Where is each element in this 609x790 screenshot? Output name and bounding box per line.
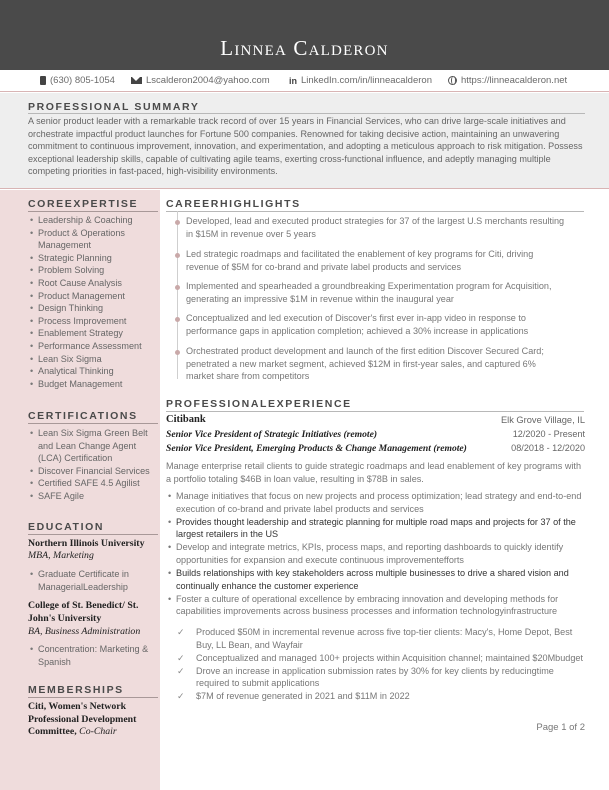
check-icon: ✓ bbox=[177, 652, 185, 663]
list-item: • SAFE Agile bbox=[30, 490, 158, 503]
email-text[interactable]: Lscalderon2004@yahoo.com bbox=[146, 75, 270, 86]
membership-org: Citi, Women's Network Professional Development Committee, bbox=[28, 701, 137, 738]
certifications-list bbox=[30, 427, 158, 503]
experience-title: PROFESSIONALEXPERIENCE bbox=[166, 398, 352, 410]
summary-title: PROFESSIONAL SUMMARY bbox=[28, 101, 200, 113]
role-dates: 12/2020 - Present bbox=[512, 429, 585, 439]
phone-icon bbox=[40, 76, 46, 85]
list-item: • Design Thinking bbox=[30, 302, 158, 315]
list-item bbox=[177, 665, 585, 690]
highlight-item: Led strategic roadmaps and facilitated the enablement of key programs for Citi, driving revenue of $5M for co-brand and private label products and services bbox=[186, 249, 534, 272]
list-item: • Analytical Thinking bbox=[30, 365, 158, 378]
list-item: • Lean Six Sigma bbox=[30, 353, 158, 366]
list-item: • Develop and integrate metrics, KPIs, process maps, and reporting dashboards to quickly identify opportunities for expansion and execute continuous improvementefforts bbox=[168, 541, 584, 566]
list-item: • Lean Six Sigma Green Belt and Lean Change Agent (LCA) Certification bbox=[30, 427, 158, 465]
highlight-item: Implemented and spearheaded a groundbreaking Experimentation program for Acquisition, generating an impressive $1M in revenue within the inaugural year bbox=[186, 281, 552, 304]
website-text[interactable]: https://linneacalderon.net bbox=[461, 75, 568, 86]
list-item: • Builds relationships with key stakeholders across multiple businesses to drive a shared vision and continually enhance the customer experience bbox=[168, 567, 584, 592]
list-item: • Root Cause Analysis bbox=[30, 277, 158, 290]
achievements-list bbox=[177, 626, 585, 704]
school-name: College of St. Benedict/ St. John's University bbox=[28, 600, 139, 624]
contact-phone bbox=[40, 75, 115, 86]
highlight-item: Orchestrated product development and launch of the first edition Discover Secured Card; penetrated a new market segment, achieved $12M in first-year sales, and captured 6% market share from competitors bbox=[186, 346, 544, 382]
role-description: Manage enterprise retail clients to guide strategic roadmaps and lead enablement of key programs with a portfolio totaling $46B in loan value, resulting in $78B in sales. bbox=[166, 461, 582, 484]
core-expertise-divider bbox=[28, 211, 158, 212]
certifications-title: CERTIFICATIONS bbox=[28, 410, 138, 422]
summary-text: A senior product leader with a remarkable track record of over 15 years in Financial Services, who can drive large-scale initiatives and orchestrate impactful product launches for Fortune 500 companies. Renowned for taking decisive action, maintaining an unwavering commitment to continuous improvement, innovation, and experimentation, and adopting a meticulous approach to risk mitigation. Possess exceptional leadership skills, capable of cultivating agile teams, exerting cross-functional influence, and adeptly managing multiple competing priorities in fast-paced, high-visibility environments. bbox=[28, 116, 583, 177]
header-banner bbox=[0, 0, 609, 70]
mail-icon bbox=[131, 77, 142, 84]
list-item: • Graduate Certificate in ManagerialLeadership bbox=[30, 568, 158, 593]
core-expertise-list bbox=[30, 214, 158, 390]
linkedin-text[interactable]: LinkedIn.com/in/linneacalderon bbox=[301, 75, 432, 86]
school-name: Northern Illinois University bbox=[28, 538, 145, 549]
list-item: • Problem Solving bbox=[30, 264, 158, 277]
education-notes bbox=[30, 643, 158, 668]
contact-bar bbox=[0, 70, 609, 92]
education-notes bbox=[30, 568, 158, 593]
achievement-text: Conceptualized and managed 100+ projects within Acquisition channel; maintained $20Mbudget bbox=[196, 652, 583, 663]
membership-role: Co-Chair bbox=[79, 726, 117, 738]
timeline-dot bbox=[175, 350, 180, 355]
responsibilities-list bbox=[168, 490, 584, 618]
role-title: Senior Vice President, Emerging Products & Change Management (remote) bbox=[166, 443, 467, 454]
list-item: • Concentration: Marketing & Spanish bbox=[30, 643, 158, 668]
list-item: • Enablement Strategy bbox=[30, 327, 158, 340]
membership-entry bbox=[28, 701, 158, 739]
check-icon: ✓ bbox=[177, 665, 185, 676]
achievement-text: Drove an increase in application submission rates by 30% for key clients by reducingtime required to submit applications bbox=[196, 665, 554, 689]
professional-summary bbox=[0, 93, 609, 189]
contact-email[interactable] bbox=[131, 75, 270, 86]
list-item bbox=[177, 652, 585, 665]
achievement-text: Produced $50M in incremental revenue across five top-tier clients: Macy's, Home Depot, Best Buy, LL Bean, and Wayfair bbox=[196, 627, 573, 650]
timeline-dot bbox=[175, 317, 180, 322]
contact-website[interactable] bbox=[448, 75, 567, 86]
summary-divider bbox=[28, 113, 585, 114]
list-item: • Foster a culture of operational excellence by embracing innovation and developing methods for capabilities improvements across business processes and information technologyinfrastructure bbox=[168, 593, 584, 618]
contact-linkedin[interactable] bbox=[289, 75, 432, 86]
list-item bbox=[177, 626, 585, 651]
degree: MBA, Marketing bbox=[28, 550, 94, 561]
list-item: • Process Improvement bbox=[30, 315, 158, 328]
experience-divider bbox=[166, 411, 584, 412]
globe-icon bbox=[448, 76, 457, 85]
list-item: • Provides thought leadership and strategic planning for multiple road maps and projects for 37 of the largest retailers in the US bbox=[168, 516, 584, 541]
list-item: • Leadership & Coaching bbox=[30, 214, 158, 227]
list-item: • Strategic Planning bbox=[30, 252, 158, 265]
list-item: • Performance Assessment bbox=[30, 340, 158, 353]
highlight-item: Developed, lead and executed product strategies for 37 of the largest U.S merchants resulting in $15M in revenue over 5 years bbox=[186, 216, 565, 239]
list-item: • Budget Management bbox=[30, 378, 158, 391]
list-item: • Product Management bbox=[30, 290, 158, 303]
career-highlights-title: CAREERHIGHLIGHTS bbox=[166, 198, 301, 210]
degree: BA, Business Administration bbox=[28, 626, 141, 637]
list-item: • Certified SAFE 4.5 Agilist bbox=[30, 477, 158, 490]
education-title: EDUCATION bbox=[28, 521, 105, 533]
core-expertise-title: COREEXPERTISE bbox=[28, 198, 139, 210]
timeline-dot bbox=[175, 220, 180, 225]
memberships-title: MEMBERSHIPS bbox=[28, 684, 124, 696]
memberships-divider bbox=[28, 697, 158, 698]
highlight-item: Conceptualized and led execution of Discover's first ever in-app video in response to performance gaps in application completion; achieved a 30% increase in applications bbox=[186, 313, 529, 336]
list-item: • Discover Financial Services bbox=[30, 465, 158, 478]
company-name: Citibank bbox=[166, 414, 206, 425]
company-location: Elk Grove Village, IL bbox=[500, 415, 585, 425]
education-divider bbox=[28, 534, 158, 535]
certifications-divider bbox=[28, 423, 158, 424]
career-highlights-divider bbox=[166, 211, 584, 212]
check-icon: ✓ bbox=[177, 627, 185, 637]
candidate-name: Linnea Calderon bbox=[220, 36, 389, 60]
role-dates: 08/2018 - 12/2020 bbox=[511, 443, 585, 453]
list-item: • Manage initiatives that focus on new projects and process optimization; lead strategy and end-to-end execution of co-brand and private label products and services bbox=[168, 490, 584, 515]
list-item: • Product & Operations Management bbox=[30, 227, 158, 252]
timeline-dot bbox=[175, 285, 180, 290]
achievement-text: $7M of revenue generated in 2021 and $11M in 2022 bbox=[196, 691, 410, 702]
page-number: Page 1 of 2 bbox=[536, 722, 585, 733]
phone-text: (630) 805-1054 bbox=[50, 75, 115, 86]
role-title: Senior Vice President of Strategic Initiatives (remote) bbox=[166, 429, 378, 440]
list-item bbox=[177, 690, 585, 703]
timeline-dot bbox=[175, 253, 180, 258]
check-icon: ✓ bbox=[177, 691, 185, 702]
linkedin-icon: in bbox=[289, 75, 297, 86]
